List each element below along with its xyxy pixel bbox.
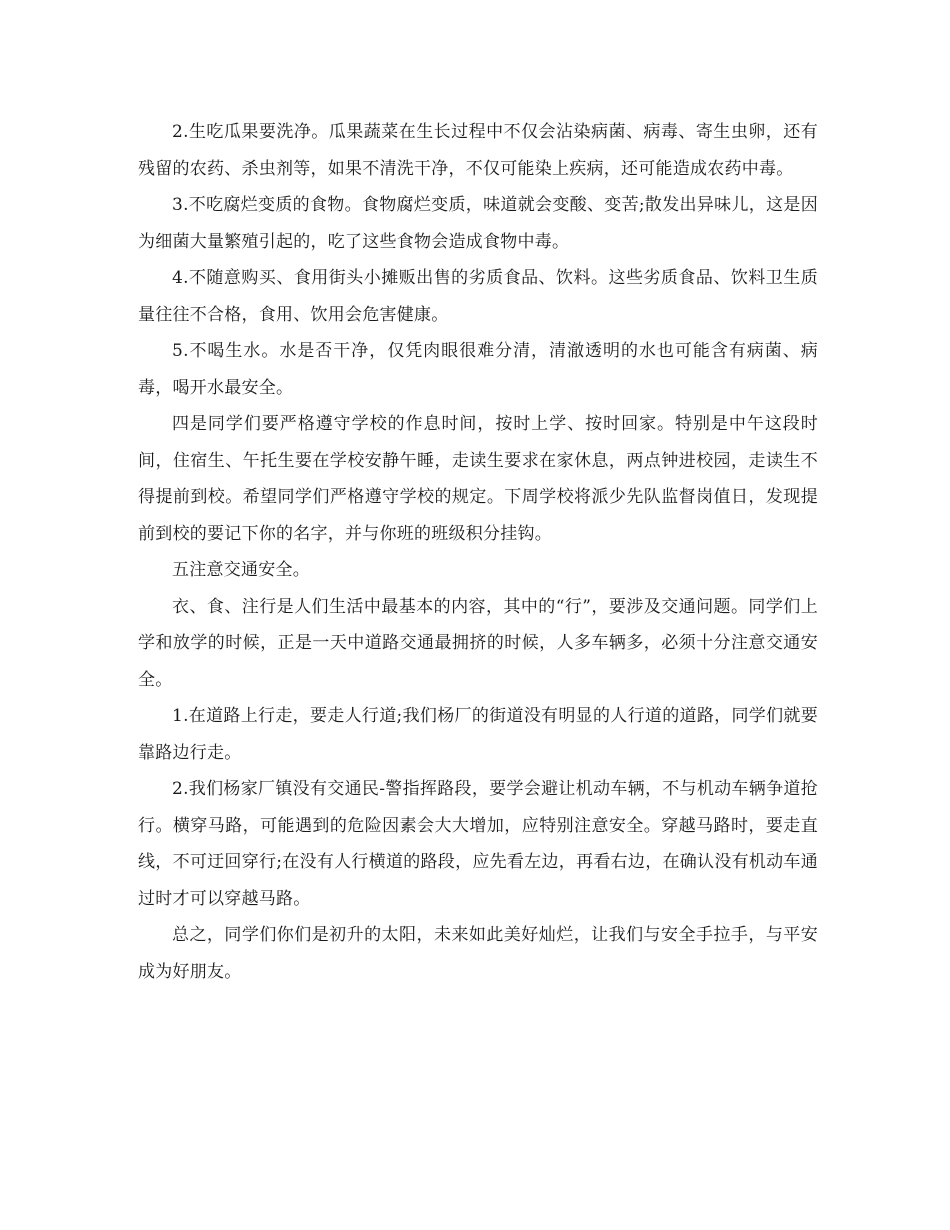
paragraph-conclusion: 总之，同学们你们是初升的太阳，未来如此美好灿烂，让我们与安全手拉手，与平安成为好朋友。 [138, 925, 818, 982]
paragraph-raw-water: 5.不喝生水。水是否干净，仅凭肉眼很难分清，清澈透明的水也可能含有病菌、病毒，喝开水最安全。 [138, 341, 818, 398]
paragraph-crossing-road: 2.我们杨家厂镇没有交通民-警指挥路段，要学会避让机动车辆，不与机动车辆争道抢行。横穿马路，可能遇到的危险因素会大大增加，应特别注意安全。穿越马路时，要走直线，不可迂回穿行;在没有人行横道的路段，应先看左边，再看右边，在确认没有机动车通过时才可以穿越马路。 [138, 779, 818, 909]
document-body [138, 114, 818, 990]
paragraph-school-schedule: 四是同学们要严格遵守学校的作息时间，按时上学、按时回家。特别是中午这段时间，住宿生、午托生要在学校安静午睡，走读生要求在家休息，两点钟进校园，走读生不得提前到校。希望同学们严格遵守学校的规定。下周学校将派少先队监督岗值日，发现提前到校的要记下你的名字，并与你班的班级积分挂钩。 [138, 414, 818, 544]
paragraph-fruit-washing: 2.生吃瓜果要洗净。瓜果蔬菜在生长过程中不仅会沾染病菌、病毒、寄生虫卵，还有残留的农药、杀虫剂等，如果不清洗干净，不仅可能染上疾病，还可能造成农药中毒。 [138, 122, 818, 179]
paragraph-traffic-intro: 衣、食、注行是人们生活中最基本的内容，其中的“行”，要涉及交通问题。同学们上学和放学的时候，正是一天中道路交通最拥挤的时候，人多车辆多，必须十分注意交通安全。 [138, 596, 818, 690]
paragraph-sidewalk: 1.在道路上行走，要走人行道;我们杨厂的街道没有明显的人行道的道路，同学们就要靠路边行走。 [138, 706, 818, 763]
paragraph-street-vendors: 4.不随意购买、食用街头小摊贩出售的劣质食品、饮料。这些劣质食品、饮料卫生质量往往不合格，食用、饮用会危害健康。 [138, 268, 818, 325]
section-heading-traffic-safety: 五注意交通安全。 [172, 560, 310, 580]
paragraph-spoiled-food: 3.不吃腐烂变质的食物。食物腐烂变质，味道就会变酸、变苦;散发出异味儿，这是因为细菌大量繁殖引起的，吃了这些食物会造成食物中毒。 [138, 195, 818, 252]
